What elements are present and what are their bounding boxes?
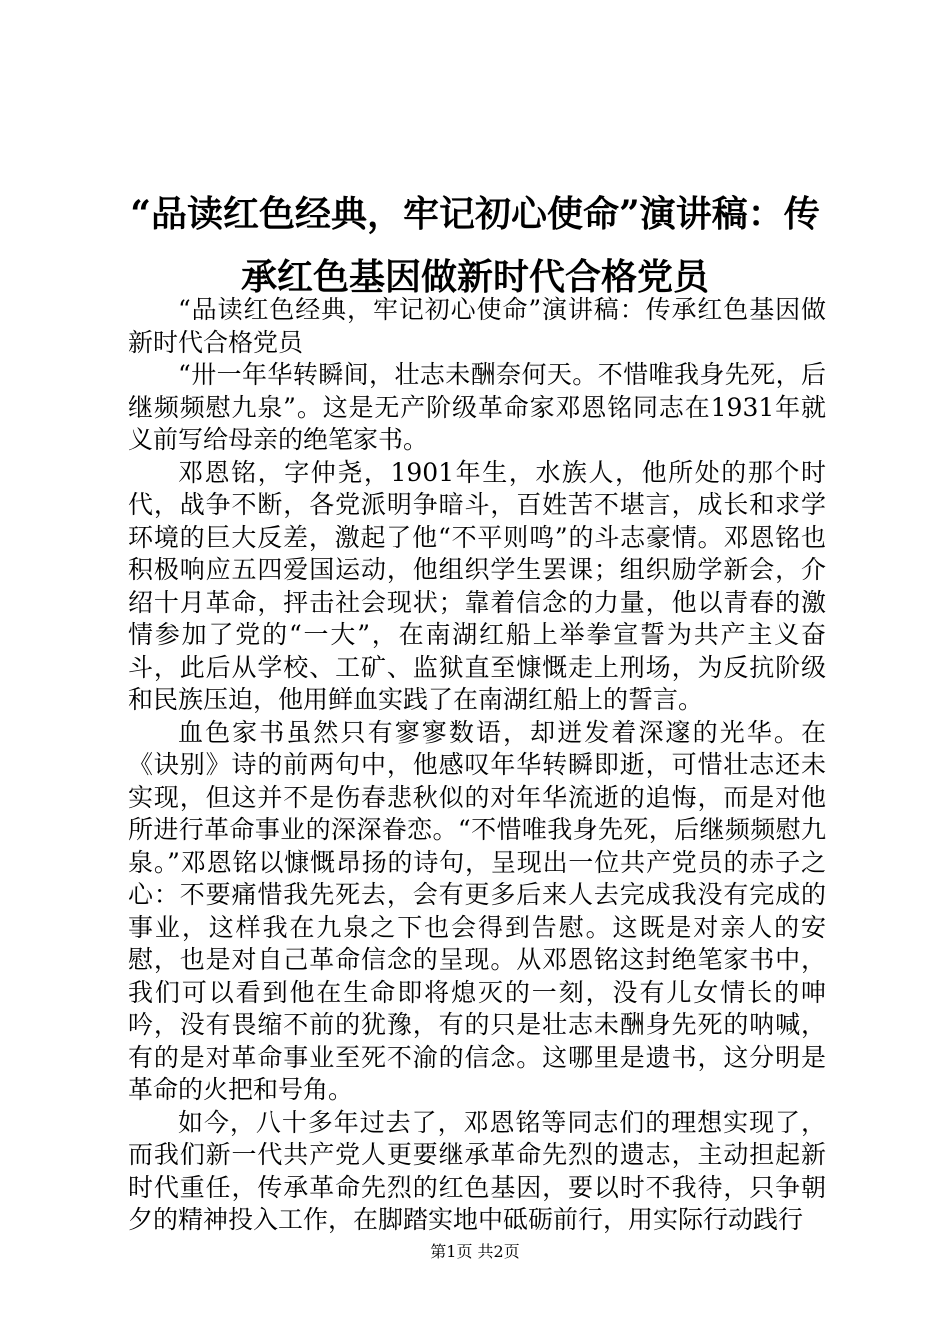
paragraph-1: “品读红色经典，牢记初心使命”演讲稿：传承红色基因做新时代合格党员 [128, 295, 826, 357]
paragraph-3: 邓恩铭，字仲尧，1901年生，水族人，他所处的那个时代，战争不断，各党派明争暗斗，百姓苦不堪言，成长和求学环境的巨大反差，激起了他“不平则鸣”的斗志豪情。邓恩铭也积极响应五四爱国运动，他组织学生罢课；组织励学新会，介绍十月革命，抨击社会现状；靠着信念的力量，他以青春的激情参加了党的“一大”，在南湖红船上举拳宣誓为共产主义奋斗，此后从学校、工矿、监狱直至慷慨走上刑场，为反抗阶级和民族压迫，他用鲜血实践了在南湖红船上的誓言。 [128, 457, 826, 714]
paragraph-2: “卅一年华转瞬间，壮志未酬奈何天。不惜唯我身先死，后继频频慰九泉”。这是无产阶级革命家邓恩铭同志在1931年就义前写给母亲的绝笔家书。 [128, 360, 826, 454]
paragraph-5: 如今，八十多年过去了，邓恩铭等同志们的理想实现了，而我们新一代共产党人更要继承革命先烈的遗志，主动担起新时代重任，传承革命先烈的红色基因，要以时不我待，只争朝夕的精神投入工作，在脚踏实地中砥砺前行，用实际行动践行 [128, 1107, 826, 1234]
document-title: “品读红色经典，牢记初心使命”演讲稿：传承红色基因做新时代合格党员 [130, 193, 820, 298]
paragraph-4: 血色家书虽然只有寥寥数语，却迸发着深邃的光华。在《诀别》诗的前两句中，他感叹年华转瞬即逝，可惜壮志还未实现，但这并不是伤春悲秋似的对年华流逝的追悔，而是对他所进行革命事业的深深眷恋。“不惜唯我身先死，后继频频慰九泉。”邓恩铭以慷慨昂扬的诗句，呈现出一位共产党员的赤子之心：不要痛惜我先死去，会有更多后来人去完成我没有完成的事业，这样我在九泉之下也会得到告慰。这既是对亲人的安慰，也是对自己革命信念的呈现。从邓恩铭这封绝笔家书中，我们可以看到他在生命即将熄灭的一刻，没有儿女情长的呻吟，没有畏缩不前的犹豫，有的只是壮志未酬身先死的呐喊，有的是对革命事业至死不渝的信念。这哪里是遗书，这分明是革命的火把和号角。 [128, 717, 826, 1104]
page-footer: 第1页 共2页 [430, 1242, 520, 1261]
document-body [128, 294, 826, 1237]
